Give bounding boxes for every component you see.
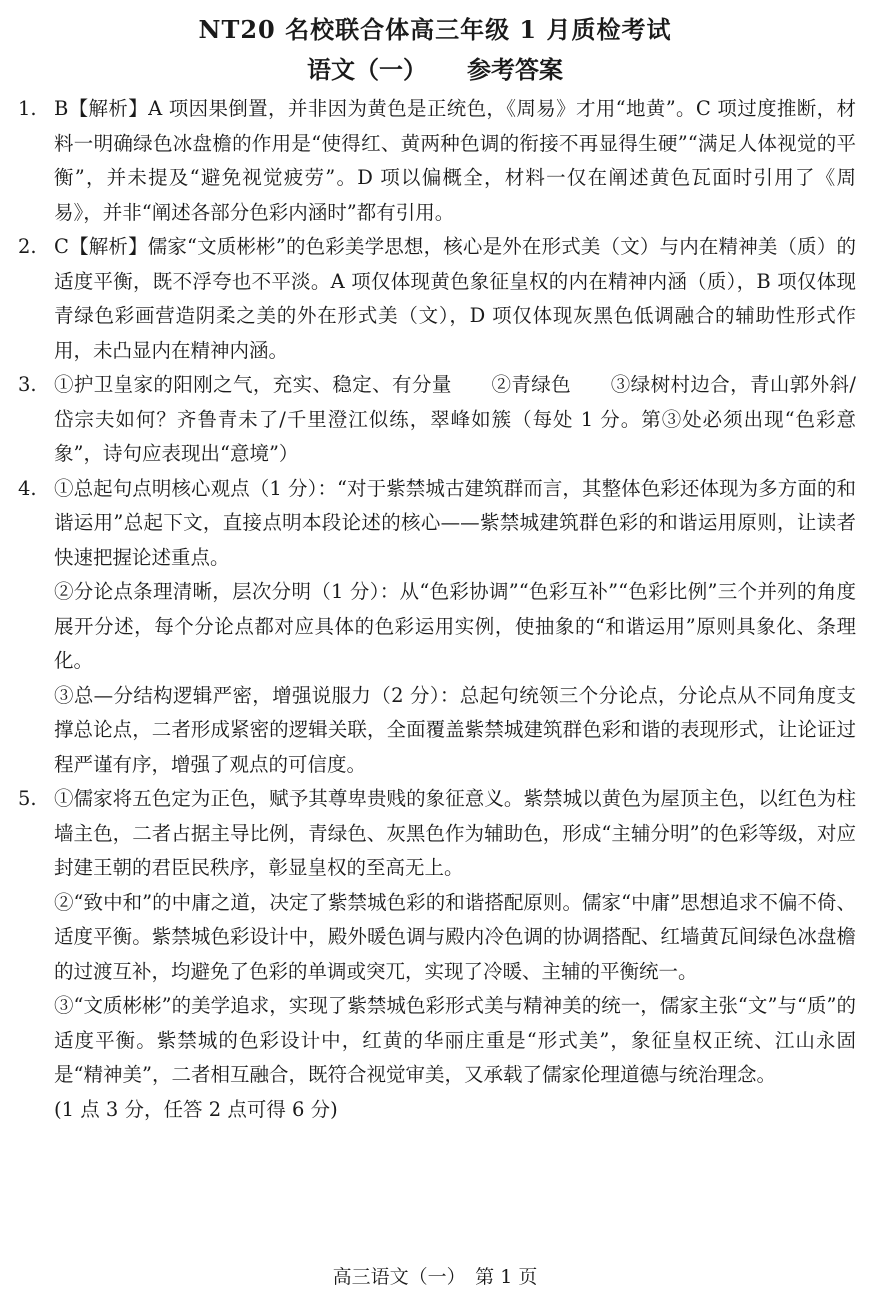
subject-label: 语文（一）: [307, 55, 427, 84]
page-footer: 高三语文（一） 第 1 页: [332, 1266, 538, 1288]
answer-item-1: [18, 92, 856, 230]
document-subtitle: [0, 50, 870, 90]
answer-list: [18, 92, 856, 1127]
question-number: 3.: [18, 373, 37, 396]
answer-paragraph: ①总起句点明核心观点（1 分）：“对于紫禁城古建筑群而言，其整体色彩还体现为多方面的和谐运用”总起下文，直接点明本段论述的核心——紫禁城建筑群色彩的和谐运用原则，让读者快速把握论述重点。: [54, 476, 856, 569]
answer-item-5: [18, 782, 856, 1127]
answer-paragraph: ③“文质彬彬”的美学追求，实现了紫禁城色彩形式美与精神美的统一，儒家主张“文”与“质”的适度平衡。紫禁城的色彩设计中，红黄的华丽庄重是“形式美”，象征皇权正统、江山永固是“精神美”，二者相互融合，既符合视觉审美，又承载了儒家伦理道德与统治理念。: [54, 994, 856, 1086]
answer-paragraph: ①护卫皇家的阳刚之气，充实、稳定、有分量 ②青绿色 ③绿树村边合，青山郭外斜/岱宗夫如何？齐鲁青未了/千里澄江似练，翠峰如簇（每处 1 分。第③处必须出现“色彩意象”，诗句应表现出“意境”）: [54, 373, 856, 465]
question-number: 4.: [18, 476, 37, 500]
answer-paragraph: ①儒家将五色定为正色，赋予其尊卑贵贱的象征意义。紫禁城以黄色为屋顶主色，以红色为柱墙主色，二者占据主导比例，青绿色、灰黑色作为辅助色，形成“主辅分明”的色彩等级，对应封建王朝的君臣民秩序，彰显皇权的至高无上。: [54, 787, 856, 879]
answer-item-4: [18, 472, 856, 783]
scoring-note: (1 点 3 分，任答 2 点可得 6 分): [54, 1097, 338, 1121]
answer-paragraph: C【解析】儒家“文质彬彬”的色彩美学思想，核心是外在形式美（文）与内在精神美（质）的适度平衡，既不浮夸也不平淡。A 项仅体现黄色象征皇权的内在精神内涵（质），B 项仅体现青绿色彩画营造阴柔之美的外在形式美（文），D 项仅体现灰黑色低调融合的辅助性形式作用，未凸显内在精神内涵。: [54, 235, 856, 362]
answer-paragraph: ②分论点条理清晰，层次分明（1 分）：从“色彩协调”“色彩互补”“色彩比例”三个并列的角度展开分述，每个分论点都对应具体的色彩运用实例，使抽象的“和谐运用”原则具象化、条理化。: [54, 580, 856, 672]
question-number: 1.: [18, 97, 37, 120]
answer-paragraph: B【解析】A 项因果倒置，并非因为黄色是正统色，《周易》才用“地黄”。C 项过度推断，材料一明确绿色冰盘檐的作用是“使得红、黄两种色调的衔接不再显得生硬”“满足人体视觉的平衡”，并未提及“避免视觉疲劳”。D 项以偏概全，材料一仅在阐述黄色瓦面时引用了《周易》，并非“阐述各部分色彩内涵时”都有引用。: [54, 97, 856, 224]
answer-item-3: [18, 368, 856, 472]
exam-title: NT20 名校联合体高三年级 1 月质检考试: [198, 15, 672, 44]
question-number: 2.: [18, 235, 37, 258]
answer-paragraph: ②“致中和”的中庸之道，决定了紫禁城色彩的和谐搭配原则。儒家“中庸”思想追求不偏不倚、适度平衡。紫禁城色彩设计中，殿外暖色调与殿内冷色调的协调搭配、红墙黄瓦间绿色冰盘檐的过渡互补，均避免了色彩的单调或突兀，实现了冷暖、主辅的平衡统一。: [54, 890, 856, 983]
answer-item-2: [18, 230, 856, 368]
question-number: 5.: [18, 787, 37, 810]
answer-paragraph: ③总—分结构逻辑严密，增强说服力（2 分）：总起句统领三个分论点，分论点从不同角度支撑总论点，二者形成紧密的逻辑关联，全面覆盖紫禁城建筑群色彩和谐的表现形式，让论证过程严谨有序，增强了观点的可信度。: [54, 683, 856, 776]
doc-type-label: 参考答案: [467, 55, 563, 84]
